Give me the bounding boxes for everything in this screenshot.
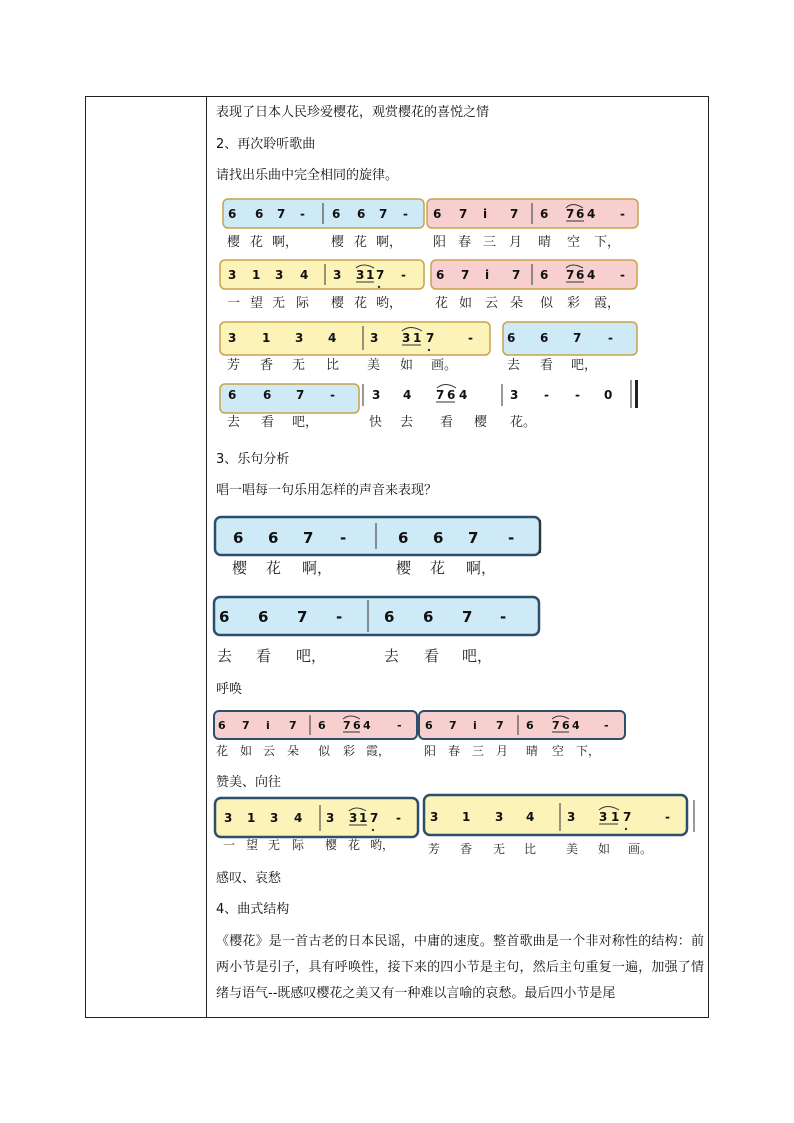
svg-text:6: 6 <box>258 608 269 626</box>
svg-text:7: 7 <box>297 608 308 626</box>
svg-text:樱: 樱 <box>396 559 412 577</box>
svg-text:7: 7 <box>370 811 379 825</box>
svg-text:1: 1 <box>262 331 271 345</box>
svg-text:6: 6 <box>318 719 326 732</box>
section-4-body: 《樱花》是一首古老的日本民谣，中庸的速度。整首歌曲是一个非对称性的结构：前两小节是引子，具有呼唤性，接下来的四小节是主句，然后主句重复一遍，加强了情绪与语气--既感叹樱花之美又有一种难以言喻的哀愁。最后四小节是尾 <box>216 934 704 1001</box>
svg-text:-: - <box>336 608 343 626</box>
svg-text:啊，: 啊， <box>272 235 299 250</box>
svg-text:美: 美 <box>566 842 579 856</box>
svg-text:无: 无 <box>292 358 306 373</box>
svg-text:3: 3 <box>326 811 335 825</box>
svg-text:三: 三 <box>483 235 497 250</box>
svg-text:6: 6 <box>540 268 549 282</box>
svg-text:6: 6 <box>576 207 585 221</box>
svg-text:际: 际 <box>296 296 310 311</box>
svg-text:樱: 樱 <box>232 559 248 577</box>
svg-text:看: 看 <box>256 647 272 665</box>
svg-text:6: 6 <box>576 268 585 282</box>
svg-text:6: 6 <box>219 608 230 626</box>
svg-text:3: 3 <box>275 268 284 282</box>
svg-text:4: 4 <box>587 268 596 282</box>
svg-text:4: 4 <box>587 207 596 221</box>
svg-text:7: 7 <box>512 268 521 282</box>
svg-text:4: 4 <box>403 388 412 402</box>
svg-text:美: 美 <box>367 358 381 373</box>
svg-text:啊，: 啊， <box>376 235 403 250</box>
section-2-heading: 2、再次聆听歌曲 <box>216 137 316 152</box>
svg-text:花: 花 <box>348 838 361 852</box>
svg-text:7: 7 <box>343 719 351 732</box>
svg-text:-: - <box>396 811 401 825</box>
svg-text:6: 6 <box>384 608 395 626</box>
svg-text:1: 1 <box>611 810 620 824</box>
svg-text:去: 去 <box>227 415 241 430</box>
svg-text:朵: 朵 <box>287 744 300 758</box>
svg-text:3: 3 <box>333 268 342 282</box>
analysis-row-2 <box>214 597 539 665</box>
svg-text:香: 香 <box>260 358 274 373</box>
svg-text:-: - <box>575 388 580 402</box>
svg-text:-: - <box>340 529 347 547</box>
section-3-prompt: 唱一唱每一句乐用怎样的声音来表现？ <box>216 483 438 498</box>
label-praise: 赞美、向往 <box>216 775 282 790</box>
svg-text:3: 3 <box>495 810 504 824</box>
svg-text:i: i <box>485 268 490 282</box>
svg-text:3: 3 <box>372 388 381 402</box>
svg-text:-: - <box>665 810 670 824</box>
svg-text:6: 6 <box>228 207 237 221</box>
svg-text:6: 6 <box>526 719 534 732</box>
svg-text:花: 花 <box>354 296 368 311</box>
svg-text:看: 看 <box>440 415 454 430</box>
svg-text:看: 看 <box>261 415 275 430</box>
svg-text:一: 一 <box>227 296 241 311</box>
svg-text:香: 香 <box>460 842 473 856</box>
svg-text:望: 望 <box>250 296 264 311</box>
svg-text:1: 1 <box>359 811 368 825</box>
svg-text:芳: 芳 <box>227 358 241 373</box>
svg-text:阳: 阳 <box>433 235 447 250</box>
svg-text:-: - <box>608 331 613 345</box>
svg-text:7: 7 <box>496 719 504 732</box>
svg-text:芳: 芳 <box>428 842 441 856</box>
svg-text:看: 看 <box>424 647 440 665</box>
svg-text:去: 去 <box>384 647 400 665</box>
svg-text:望: 望 <box>246 838 259 852</box>
svg-text:樱: 樱 <box>331 296 345 311</box>
analysis-row-1-lyrics <box>232 559 496 577</box>
svg-text:6: 6 <box>447 388 456 402</box>
svg-text:7: 7 <box>436 388 445 402</box>
svg-text:4: 4 <box>300 268 309 282</box>
svg-text:花: 花 <box>430 559 446 577</box>
svg-text:6: 6 <box>433 529 444 547</box>
svg-text:月: 月 <box>509 235 523 250</box>
svg-text:空: 空 <box>552 744 565 758</box>
label-call: 呼唤 <box>216 682 243 697</box>
svg-text:如: 如 <box>240 744 253 758</box>
svg-text:3: 3 <box>370 331 379 345</box>
section-3-heading: 3、乐句分析 <box>216 452 290 467</box>
svg-text:去: 去 <box>507 358 521 373</box>
svg-text:霞，: 霞， <box>366 744 391 758</box>
svg-text:春: 春 <box>448 744 461 758</box>
svg-text:画。: 画。 <box>431 358 458 373</box>
svg-text:4: 4 <box>363 719 371 732</box>
svg-text:花。: 花。 <box>510 415 537 430</box>
svg-text:如: 如 <box>400 358 414 373</box>
analysis-row-3 <box>214 711 625 758</box>
svg-text:6: 6 <box>507 331 516 345</box>
svg-text:吧，: 吧， <box>296 647 327 665</box>
svg-text:1: 1 <box>462 810 471 824</box>
svg-text:3: 3 <box>356 268 365 282</box>
svg-text:3: 3 <box>402 331 411 345</box>
svg-text:啊，: 啊， <box>466 559 497 577</box>
svg-text:-: - <box>300 207 305 221</box>
svg-text:i: i <box>473 719 477 732</box>
analysis-row-4-lyrics <box>223 837 652 856</box>
section-4-heading: 4、曲式结构 <box>216 902 290 917</box>
svg-text:樱: 樱 <box>227 235 241 250</box>
svg-text:7: 7 <box>552 719 560 732</box>
analysis-row-3-lyrics <box>216 743 600 758</box>
svg-text:比: 比 <box>326 358 340 373</box>
svg-text:1: 1 <box>366 268 375 282</box>
svg-text:3: 3 <box>224 811 233 825</box>
svg-text:下，: 下， <box>576 744 601 758</box>
phrase-box-yellow <box>215 798 418 837</box>
svg-text:6: 6 <box>255 207 264 221</box>
svg-text:i: i <box>266 719 270 732</box>
svg-text:霞，: 霞， <box>594 296 621 311</box>
svg-text:6: 6 <box>263 388 272 402</box>
svg-text:4: 4 <box>459 388 468 402</box>
svg-text:6: 6 <box>540 331 549 345</box>
svg-text:7: 7 <box>459 207 468 221</box>
svg-text:6: 6 <box>353 719 361 732</box>
svg-text:比: 比 <box>524 842 537 856</box>
svg-text:6: 6 <box>540 207 549 221</box>
svg-text:春: 春 <box>458 235 472 250</box>
svg-text:月: 月 <box>496 744 509 758</box>
svg-text:一: 一 <box>223 838 236 852</box>
svg-text:3: 3 <box>270 811 279 825</box>
svg-text:3: 3 <box>567 810 576 824</box>
svg-text:6: 6 <box>357 207 366 221</box>
svg-text:-: - <box>500 608 507 626</box>
svg-text:6: 6 <box>398 529 409 547</box>
svg-text:6: 6 <box>436 268 445 282</box>
svg-text:7: 7 <box>379 207 388 221</box>
svg-text:6: 6 <box>228 388 237 402</box>
svg-text:花: 花 <box>354 235 368 250</box>
svg-text:-: - <box>403 207 408 221</box>
svg-text:花: 花 <box>435 296 449 311</box>
svg-text:7: 7 <box>566 207 575 221</box>
svg-text:6: 6 <box>433 207 442 221</box>
svg-text:3: 3 <box>599 810 608 824</box>
svg-text:-: - <box>544 388 549 402</box>
analysis-row-4 <box>215 795 694 856</box>
svg-text:吧，: 吧， <box>571 358 598 373</box>
svg-text:7: 7 <box>296 388 305 402</box>
svg-text:7: 7 <box>376 268 385 282</box>
svg-text:如: 如 <box>459 296 473 311</box>
svg-text:啊，: 啊， <box>302 559 333 577</box>
svg-text:6: 6 <box>233 529 244 547</box>
svg-text:6: 6 <box>562 719 570 732</box>
svg-text:-: - <box>620 268 625 282</box>
svg-text:3: 3 <box>295 331 304 345</box>
svg-text:4: 4 <box>572 719 580 732</box>
svg-text:彩: 彩 <box>567 296 581 311</box>
svg-text:花: 花 <box>216 744 229 758</box>
svg-text:云: 云 <box>263 744 276 758</box>
svg-text:7: 7 <box>468 529 479 547</box>
svg-text:1: 1 <box>247 811 256 825</box>
svg-text:-: - <box>401 268 406 282</box>
svg-text:4: 4 <box>526 810 535 824</box>
svg-text:7: 7 <box>462 608 473 626</box>
svg-text:无: 无 <box>268 838 281 852</box>
svg-text:7: 7 <box>566 268 575 282</box>
analysis-row-2-lyrics <box>217 647 492 665</box>
svg-text:空: 空 <box>567 235 581 250</box>
svg-text:际: 际 <box>292 838 305 852</box>
svg-text:樱: 樱 <box>325 838 338 852</box>
svg-text:6: 6 <box>425 719 433 732</box>
intro-line: 表现了日本人民珍爱樱花，观赏樱花的喜悦之情 <box>216 105 490 120</box>
svg-text:吧，: 吧， <box>292 415 319 430</box>
svg-text:3: 3 <box>430 810 439 824</box>
svg-text:彩: 彩 <box>343 744 356 758</box>
svg-text:看: 看 <box>540 358 554 373</box>
svg-text:3: 3 <box>349 811 358 825</box>
svg-text:7: 7 <box>461 268 470 282</box>
svg-text:云: 云 <box>485 296 499 311</box>
svg-text:樱: 樱 <box>474 415 488 430</box>
svg-text:3: 3 <box>228 331 237 345</box>
svg-text:7: 7 <box>289 719 297 732</box>
svg-text:如: 如 <box>598 842 611 856</box>
svg-text:下，: 下， <box>594 235 621 250</box>
svg-text:3: 3 <box>228 268 237 282</box>
svg-text:哟，: 哟， <box>370 838 395 852</box>
analysis-row-1 <box>215 517 540 577</box>
svg-text:花: 花 <box>250 235 264 250</box>
svg-text:阳: 阳 <box>424 744 437 758</box>
svg-text:7: 7 <box>449 719 457 732</box>
svg-text:画。: 画。 <box>628 842 653 856</box>
svg-text:4: 4 <box>328 331 337 345</box>
svg-text:i: i <box>483 207 488 221</box>
svg-text:7: 7 <box>573 331 582 345</box>
svg-text:哟，: 哟， <box>376 296 403 311</box>
svg-text:-: - <box>397 719 402 732</box>
svg-text:7: 7 <box>426 331 435 345</box>
svg-text:7: 7 <box>277 207 286 221</box>
label-sigh: 感叹、哀愁 <box>216 871 282 886</box>
svg-text:-: - <box>604 719 609 732</box>
phrase-box-blue <box>215 517 540 555</box>
svg-text:去: 去 <box>217 647 233 665</box>
svg-text:-: - <box>330 388 335 402</box>
svg-text:似: 似 <box>540 296 554 311</box>
svg-text:无: 无 <box>272 296 286 311</box>
svg-text:7: 7 <box>242 719 250 732</box>
svg-text:吧，: 吧， <box>462 647 493 665</box>
svg-text:樱: 樱 <box>331 235 345 250</box>
svg-text:1: 1 <box>413 331 422 345</box>
svg-text:-: - <box>468 331 473 345</box>
svg-text:晴: 晴 <box>526 744 539 758</box>
svg-text:三: 三 <box>472 744 485 758</box>
svg-text:6: 6 <box>423 608 434 626</box>
svg-text:3: 3 <box>510 388 519 402</box>
svg-text:朵: 朵 <box>510 296 524 311</box>
svg-text:似: 似 <box>318 744 331 758</box>
svg-text:-: - <box>508 529 515 547</box>
svg-text:1: 1 <box>252 268 261 282</box>
svg-text:去: 去 <box>400 415 414 430</box>
section-2-prompt: 请找出乐曲中完全相同的旋律。 <box>216 168 399 183</box>
svg-text:快: 快 <box>369 415 383 430</box>
svg-text:7: 7 <box>510 207 519 221</box>
svg-text:无: 无 <box>493 842 506 856</box>
svg-text:4: 4 <box>294 811 303 825</box>
svg-text:7: 7 <box>303 529 314 547</box>
svg-text:6: 6 <box>218 719 226 732</box>
svg-text:花: 花 <box>266 559 282 577</box>
svg-text:晴: 晴 <box>538 235 552 250</box>
svg-text:0: 0 <box>604 388 613 402</box>
svg-text:6: 6 <box>332 207 341 221</box>
svg-text:6: 6 <box>268 529 279 547</box>
svg-text:-: - <box>620 207 625 221</box>
svg-text:7: 7 <box>623 810 632 824</box>
